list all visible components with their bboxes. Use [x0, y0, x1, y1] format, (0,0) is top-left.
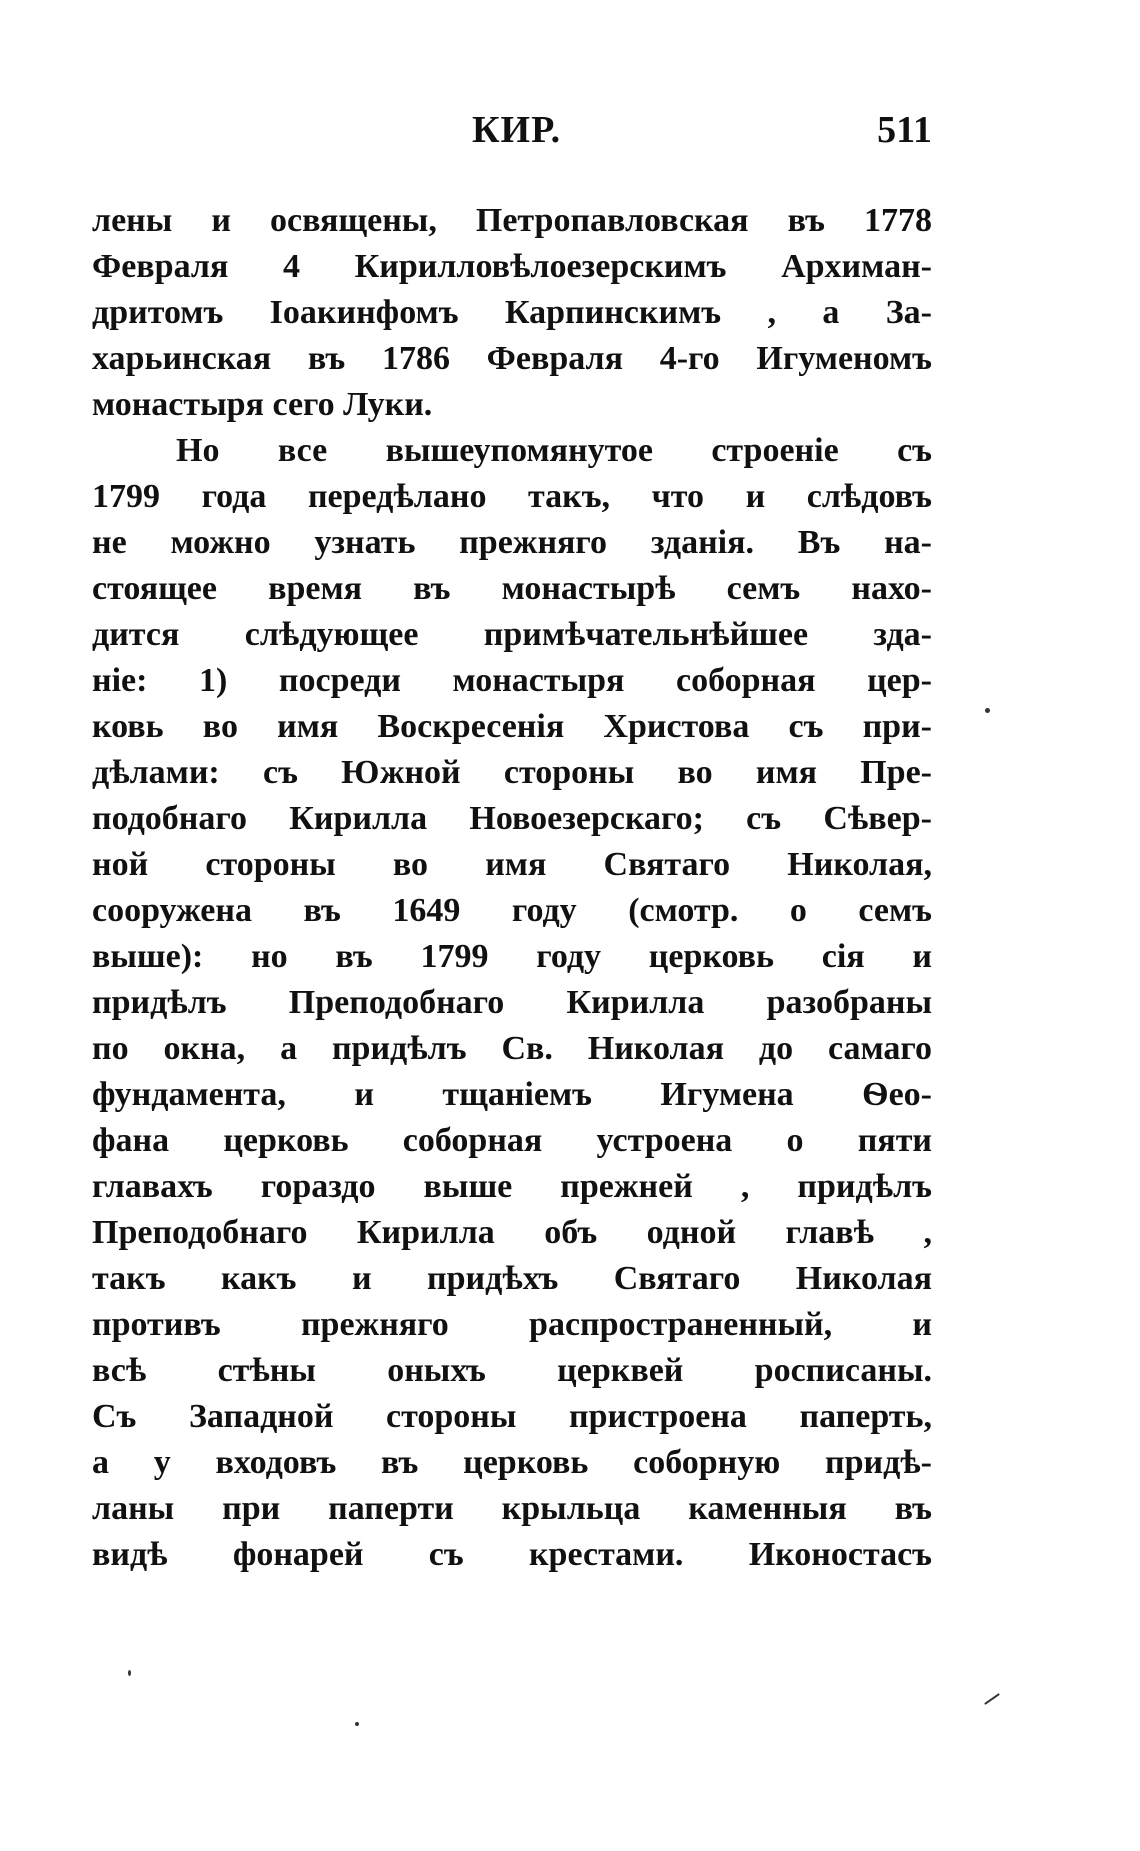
page-number: 511 [877, 109, 932, 151]
print-speck [128, 1670, 131, 1676]
text-line: Но все вышеупомянутое строеніе съ [176, 432, 932, 469]
text-line: не можно узнать прежняго зданія. Въ на- [92, 524, 932, 561]
print-speck [984, 1693, 1000, 1705]
text-line: харьинская въ 1786 Февраля 4-го Игуменомъ [92, 340, 932, 377]
text-line: подобнаго Кирилла Новоезерскаго; съ Сѣвер- [92, 800, 932, 837]
text-line: фундамента, и тщаніемъ Игумена Ѳео- [92, 1076, 932, 1113]
text-line: ковь во имя Воскресенія Христова съ при- [92, 708, 932, 745]
print-speck [985, 708, 990, 713]
text-line: дритомъ Іоакинфомъ Карпинскимъ , а За- [92, 294, 932, 331]
text-line: выше): но въ 1799 году церковь сія и [92, 938, 932, 975]
text-line: главахъ гораздо выше прежней , придѣлъ [92, 1168, 932, 1205]
text-line: такъ какъ и придѣхъ Святаго Николая [92, 1260, 932, 1297]
text-line: противъ прежняго распространенный, и [92, 1306, 932, 1343]
print-speck [355, 1722, 359, 1726]
text-line: а у входовъ въ церковь соборную придѣ- [92, 1444, 932, 1481]
text-line: Февраля 4 Кирилловѣлоезерскимъ Архиман- [92, 248, 932, 285]
text-line: по окна, а придѣлъ Св. Николая до самаго [92, 1030, 932, 1067]
text-line: стоящее время въ монастырѣ семъ нахо- [92, 570, 932, 607]
body-text [92, 198, 932, 1578]
text-line: фана церковь соборная устроена о пяти [92, 1122, 932, 1159]
running-head-title: КИР. [472, 109, 562, 151]
text-line: дится слѣдующее примѣчательнѣйшее зда- [92, 616, 932, 653]
text-line: ной стороны во имя Святаго Николая, [92, 846, 932, 883]
text-line: Преподобнаго Кирилла объ одной главѣ , [92, 1214, 932, 1251]
text-line: ніе: 1) посреди монастыря соборная цер- [92, 662, 932, 699]
running-head [92, 108, 932, 158]
text-line: ланы при паперти крыльца каменныя въ [92, 1490, 932, 1527]
text-line: Съ Западной стороны пристроена паперть, [92, 1398, 932, 1435]
text-line: монастыря сего Луки. [92, 386, 433, 423]
text-line: лены и освящены, Петропавловская въ 1778 [92, 202, 932, 239]
text-line: придѣлъ Преподобнаго Кирилла разобраны [92, 984, 932, 1021]
text-line: сооружена въ 1649 году (смотр. о семъ [92, 892, 932, 929]
text-line: 1799 года передѣлано такъ, что и слѣдовъ [92, 478, 932, 515]
text-line: видѣ фонарей съ крестами. Иконостасъ [92, 1536, 932, 1573]
text-line: всѣ стѣны оныхъ церквей росписаны. [92, 1352, 932, 1389]
text-line: дѣлами: съ Южной стороны во имя Пре- [92, 754, 932, 791]
